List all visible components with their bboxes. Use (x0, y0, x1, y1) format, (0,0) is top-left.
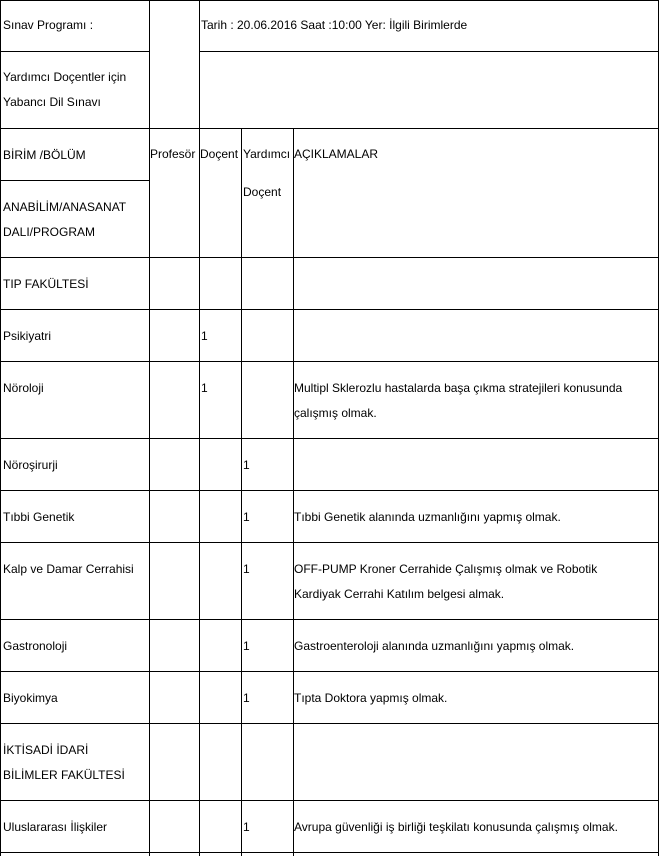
table-row-unit: Nöroloji (3, 381, 44, 395)
row-divider (0, 671, 659, 672)
table-row-associate-count: 1 (201, 381, 208, 395)
table-row-assistant-count: 1 (243, 458, 250, 472)
row-divider (199, 51, 659, 52)
table-row-assistant-count: 1 (243, 691, 250, 705)
table-row-note: Gastroenteroloji alanında uzmanlığını yapmış olmak. (294, 639, 575, 653)
table-row-unit: Biyokimya (3, 691, 58, 705)
table-row-note: Tıpta Doktora yapmış olmak. (294, 691, 448, 705)
column-header-professor: Profesör (150, 147, 196, 161)
table-row-note: OFF-PUMP Kroner Cerrahide Çalışmış olmak ve Robotik (294, 562, 598, 576)
exam-name: Yabancı Dil Sınavı (3, 95, 101, 109)
row-divider (0, 542, 659, 543)
row-divider (0, 438, 659, 439)
table-row-unit: Kalp ve Damar Cerrahisi (3, 562, 134, 576)
row-divider (0, 490, 659, 491)
column-header-unit: BİRİM /BÖLÜM (3, 148, 86, 162)
column-divider (241, 128, 242, 856)
column-header-notes: AÇIKLAMALAR (294, 147, 379, 161)
table-row-unit: Nöroşirurji (3, 458, 58, 472)
column-header-assistant: Yardımcı (243, 147, 291, 161)
table-border-top (0, 0, 659, 1)
faculty-heading: BİLİMLER FAKÜLTESİ (3, 768, 125, 782)
exam-name: Yardımcı Doçentler için (3, 70, 127, 84)
row-divider (0, 128, 659, 129)
column-header-department: ANABİLİM/ANASANAT (3, 200, 127, 214)
table-row-assistant-count: 1 (243, 639, 250, 653)
table-row-associate-count: 1 (201, 329, 208, 343)
table-row-unit: Tıbbi Genetik (3, 510, 75, 524)
faculty-heading: İKTİSADİ İDARİ (3, 743, 89, 757)
row-divider (0, 51, 149, 52)
row-divider (0, 800, 659, 801)
row-divider (0, 852, 659, 853)
table-row-assistant-count: 1 (243, 562, 250, 576)
table-row-unit: Gastronoloji (3, 639, 68, 653)
row-divider (0, 361, 659, 362)
column-header-associate: Doçent (200, 147, 239, 161)
table-row-assistant-count: 1 (243, 820, 250, 834)
row-divider (0, 257, 659, 258)
column-header-assistant: Doçent (243, 185, 282, 199)
table-row-note: Kardiyak Cerrahi Katılım belgesi almak. (294, 587, 505, 601)
exam-program-label: Sınav Programı : (3, 18, 94, 32)
faculty-heading: TIP FAKÜLTESİ (3, 277, 89, 291)
table-row-note: Multipl Sklerozlu hastalarda başa çıkma stratejileri konusunda (294, 381, 623, 395)
row-divider (0, 309, 659, 310)
table-row-note: Avrupa güvenliği iş birliği teşkilatı konusunda çalışmış olmak. (294, 820, 618, 834)
exam-info: Tarih : 20.06.2016 Saat :10:00 Yer: İlgili Birimlerde (201, 18, 468, 32)
table-row-assistant-count: 1 (243, 510, 250, 524)
table-row-unit: Uluslararası İlişkiler (3, 820, 108, 834)
table-row-note: Tıbbi Genetik alanında uzmanlığını yapmış olmak. (294, 510, 561, 524)
table-row-unit: Psikiyatri (3, 329, 52, 343)
row-divider (0, 723, 659, 724)
column-header-department: DALI/PROGRAM (3, 225, 96, 239)
column-divider (293, 128, 294, 856)
row-divider (0, 619, 659, 620)
table-row-note: çalışmış olmak. (294, 406, 377, 420)
row-divider (0, 180, 149, 181)
